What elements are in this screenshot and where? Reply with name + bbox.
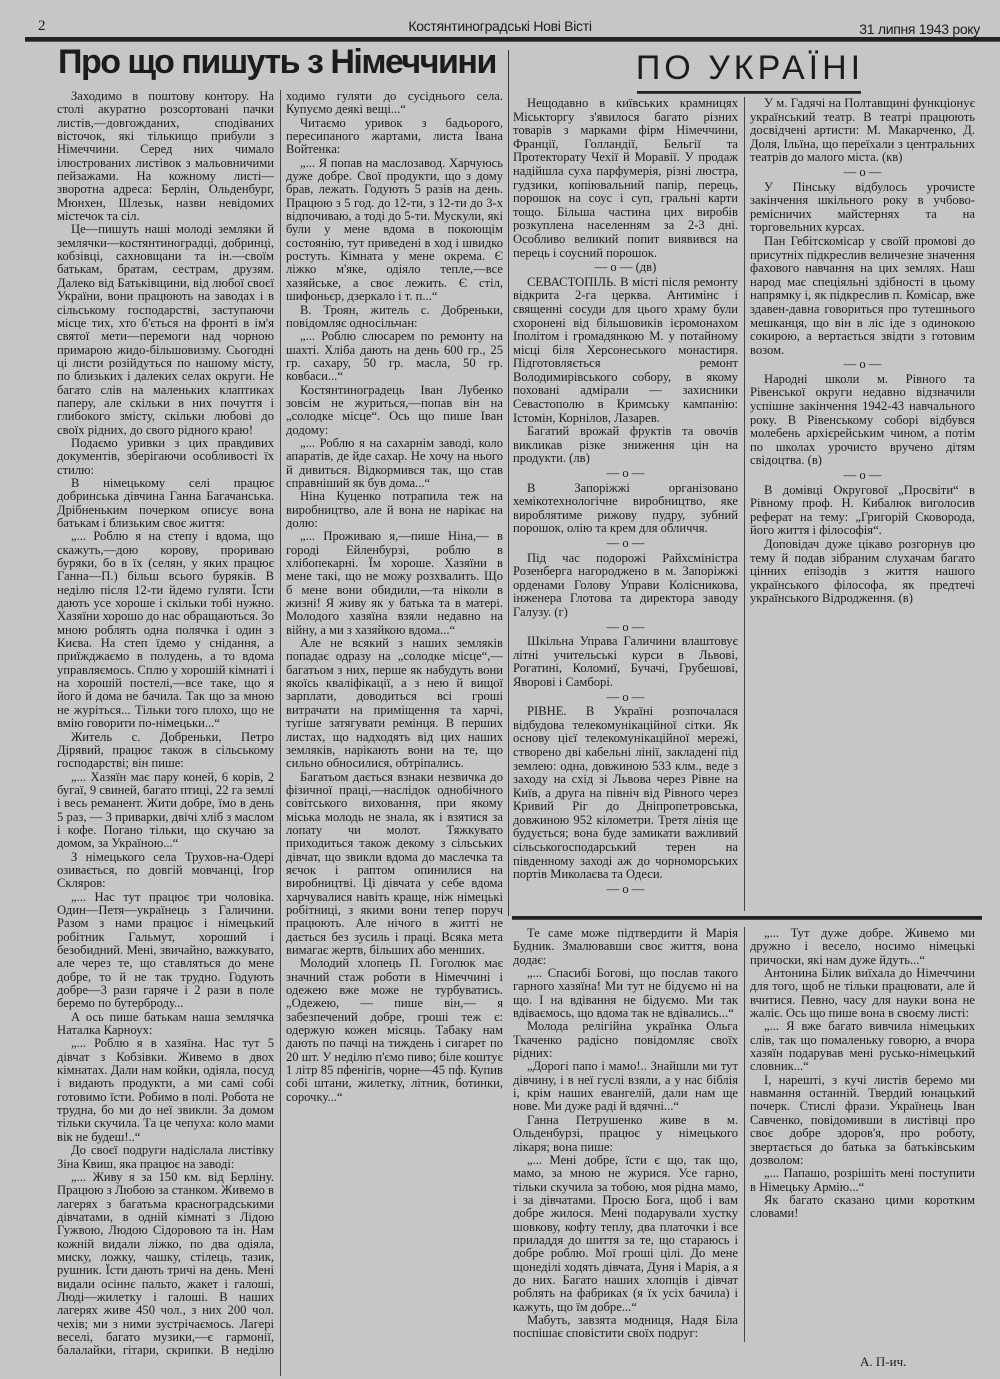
- news-item-paragraph: Доповідач дуже цікаво розгорнув цю тему й подав зібраним слухачам багато цінних епізодів з життя нашого українського філософа, як предтечі українського Відродження. (в): [750, 537, 975, 606]
- news-item-paragraph: У Пінську відбулось урочисте закінчення шкільного року в учбово-ремісничих майстернях та на торговельних курсах.: [750, 179, 975, 235]
- article-paragraph: Молодий хлопець П. Гоголюк має значний стаж роботи в Німеччині і одежею вже може не турбуватись. „Одежею, — пише він,— я забезпечений добре, гроші теж є: одержую кожен місяць. Табаку нам дають по пачці на тиждень і сигарет по 20 шт. У неділю п'ємо пиво; біле коштує 1 літр 85 пфенігів, чорне—45 пф. Купив собі штани, жилетку, літник, ботинки, сорочку...“: [286, 956, 503, 1104]
- news-separator: — о —: [606, 466, 645, 481]
- article-paragraph: З німецького села Трухов-на-Одері озивається, по довгій мовчанці, Ігор Скляров:: [57, 849, 274, 891]
- article-paragraph: „... Спасибі Богові, що послав такого гарного хазяїна! Ми тут не бідуємо ні на що. І на вдівання не бідуємо. Ми так вдіваємось, що вдома так не вдівались...“: [513, 966, 738, 1021]
- news-item-paragraph: СЕВАСТОПІЛЬ. В місті після ремонту відкрита 2-га церква. Антимінс і священні сосуди для цього храму були схоронені від більшовиків ієромонахом Іполітом і громадянкою М. у потайному місці біля Херсонеського монастиря. Підготовляється ремонт Володимирівського собору, в якому поховані адмірали — захисники Севастополю в Кримську кампанію: Істомін, Корнілов, Лазарев.: [513, 274, 738, 425]
- news-section-headline: ПО УКРАЇНІ: [635, 49, 865, 87]
- article-paragraph: Антонина Білик виїхала до Німеччини для того, щоб не тільки працювати, але й вчитися. Певно, часу для науки вона не жаліє. Ось що пише вона в своєму листі:: [750, 966, 975, 1021]
- issue-date: 31 липня 1943 року: [859, 21, 980, 37]
- news-item-paragraph: У м. Гадячі на Полтавщині функціонує український театр. В театрі працюють досвідчені артисти: М. Макарченко, Д. Доля, Ільїна, що переїхали з центральних театрів до малого міста. (кв): [750, 97, 975, 165]
- article-paragraph: Це—пишуть наші молоді земляки й землячки—костянтиноградці, добринці, кобзівці, сахновщани та ін.—своїм батькам, братам, сестрам, друзям. Далеко від Батьківщини, від любої своєї України, вони працюють на заводах і в сільському господарстві, заступаючи місце тих, хто б'ється на фронті в ім'я святої мети—перемоги над чорною примарою жидо-більшовизму. Сьогодні ці листи розійдуться по нашому місту, по близьких і далеких селах округи. Не багато слів на маленьких клаптиках паперу, але скільки в них почуття і глибокого змісту, скільки любові до своїх рідних, до свого рідного краю!: [57, 222, 274, 437]
- news-item-paragraph: Нещодавно в київських крамницях Міськторгу з'явилося багато різних товарів з марками фірм Німеччини, Франції, Голландії, Бельгії та Протекторату Чехії й Моравії. У продаж надійшла суха парфумерія, різні люстра, гудзики, копіювальний папір, перець, порошок на соус і суп, гральні карти тощо. Більша частина цих виробів розкуплена населенням за 2-3 дні. Особливо великий попит виявився на перець і соусний порошок.: [513, 97, 738, 260]
- article-paragraph: „... Нас тут працює три чоловіка. Один—Петя—українець з Галичини. Разом з нами працює і німецький робітник Гальмут, хороший і безобидний. Мені, звичайно, важкувато, але через те, що ставляться до мене добре, то й не так трудно. Годують добре—3 рази гаряче і 2 рази в поле беремо по бутерброду...: [57, 889, 274, 1011]
- article-paragraph: „... Хазяїн має пару коней, 6 корів, 2 бугаї, 9 свиней, багато птиці, 22 га землі і весь реманент. Жити добре, їмо в день 5 раз, — 3 приварки, двічі хліб з маслом і кофе. Погано тільки, що скучаю за домом, за Україною...“: [57, 769, 274, 851]
- article-paragraph: Житель с. Добреньки, Петро Дірявий, працює також в сільському господарстві; він пише:: [57, 729, 274, 771]
- article-paragraph: Читаємо уривок з бадьорого, пересипаного жартами, листа Івана Войтенка:: [286, 115, 503, 157]
- article-paragraph: Молода релігійна українка Ольга Ткаченко радісно повідомляє своїх рідних:: [513, 1019, 738, 1061]
- article-paragraph: „... Мені добре, їсти є що, так що, мамо, за мною не журися. Усе гарно, тільки скучила за тобою, моя рідна мамо, і за дівчатами. Просю Бога, щоб і вам добре жилося. Мені подарували хустку шовкову, кофту теплу, два платочки і все приладдя до шиття за те, що стараюсь і добре роблю. Мої гроші цілі. До мене щонеділі ходять дівчата, Дуня і Марія, а я до них. Багато наших хлопців і дівчат роблять на фабриках (я їх усіх бачила) і кажуть, що їм добре...“: [513, 1152, 738, 1314]
- article-paragraph: Як багато сказано цими коротким словами!: [750, 1192, 975, 1221]
- article-paragraph: „... Проживаю я,—пише Ніна,— в городі Ейленбурзі, роблю в хлібопекарні. Їм хороше. Хазяїни в мене такі, що не можу розхвалить. Що б мене вони обидили,—та ніколи в жизні! Я живу як у батька та в матері. Молодого хазяїна взяли недавно на війну, а ми з хазяйкою вдома...“: [286, 529, 503, 637]
- article-paragraph: Ніна Куценко потрапила теж на виробництво, але й вона не нарікає на долю:: [286, 489, 503, 530]
- newspaper-name: Костянтиноградські Нові Вісті: [408, 18, 592, 34]
- article-paragraph: В. Троян, житель с. Добреньки, повідомляє односільчан:: [286, 302, 503, 330]
- article-paragraph: „... Тут дуже добре. Живемо ми дружно і весело, носимо німецькі причоски, які нам дуже йдуть...“: [750, 927, 975, 967]
- news-item-paragraph: В домівці Округової „Просвіти“ в Рівному проф. Н. Кибалюк виголосив реферат на тему: „Григорій Сковорода, його життя і філософія“.: [750, 482, 975, 538]
- article-paragraph: Костянтиноградець Іван Лубенко зовсім не журиться,—попав він на „солодке місце“. Ось що пише Іван додому:: [286, 382, 503, 437]
- article-paragraph: „... Роблю слюсарем по ремонту на шахті. Хліба дають на день 600 гр., 25 гр. сахару, 50 гр. масла, 50 гр. ковбаси...“: [286, 329, 503, 384]
- article-paragraph: „... Роблю я на степу і вдома, що скажуть,—дою корову, проривaю буряки, бо в їх (селян, у яких працює Ганна—П.) більш всього буряків. В неділю після 12-ти йдемо гуляти. Їсти дають усе хороше і скільки тобі нужно. Хазяїни хорошо до нас обращаються. Зо мною роблять одна полячка і один з Києва. На степ їдемо у снідання, а приїжджаємо в полудень, а то вдома управляємось. Сплю у хорошій кімнаті і на хорошій постелі,—все таке, що я його й дома не бачила. Так що за мною не журіться... Тільки того плохо, що не вмію говорити по-німецьки...“: [57, 529, 275, 731]
- article-paragraph: А ось пише батькам наша землячка Наталка Карноух:: [57, 1009, 274, 1038]
- news-item-paragraph: Багатий врожай фруктів та овочів викликав різке зниження цін на продукти. (лв): [513, 424, 738, 466]
- author-signature: А. П-ич.: [860, 1354, 907, 1369]
- article-paragraph: Те саме може підтвердити й Марія Будник. Змалювавши своє життя, вона додає:: [513, 927, 738, 967]
- article-paragraph: Подаємо уривки з цих правдивих документів, зберігаючи особливості їх стилю:: [57, 435, 274, 477]
- news-item-paragraph: Народні школи м. Рівного та Рівенської округи недавно відзначили успішне закінчення 1942-43 навчального року. В Рівенському соборі відбувся молебень архієрейським чином, а потім по школах урочисто вручено дітям свідоцтва. (в): [750, 371, 975, 468]
- section-rule: [512, 916, 982, 920]
- news-separator: — о —: [843, 164, 882, 179]
- news-item-paragraph: РІВНЕ. В Україні розпочалася відбудова телекомунікаційної сітки. Як основу цієї телекомунікаційної мережі, створено дві кабельні лінії, закладені під землею: одна, довжиною 533 клм., веде з заходу на схід зі Львова через Рівне на Київ, а друга на північ від Рівного через Кривий Ріг до Дніпропетровська, довжиною 952 кілометри. Третя лінія ще будується; вона буде замикати важливий сільськогосподарський терен на південному заході аж до чорноморських портів Миколаєва та Одеси.: [513, 704, 738, 882]
- news-separator: — о — (дв): [594, 260, 657, 275]
- news-separator: — о —: [606, 619, 645, 634]
- article-paragraph: „... Я попав на маслозавод. Харчуюсь дуже добре. Свої продукти, що з дому брав, лежать. Годують 5 разів на день. Працюю з 5 год. до 12-ти, з 12-ти до 3-х відпочиваю, а тоді до 5-ти. Мускули, які були у мене вдома в покоющім состоянію, тут приведені в ход і швидко ростуть. Кімната у мене окрема. Є ліжко м'яке, одіяло тепле,—все хазяйське, а своє лежить. Є стіл, шифоньєр, дзеркало і т. п...“: [286, 155, 503, 304]
- article-paragraph: Мабуть, завзята модниця, Надя Біла поспішає сповістити своїх подруг:: [513, 1312, 738, 1341]
- article-paragraph: „... Живу я за 150 км. від Берліну. Працюю з Любою за станком. Живемо в лагерях з багатьма красноградськими дівчатами, в одній кімнаті з Лідою Гужвою, Людою Сідоровою та ін. Нам кожній видали ліжко, по два одіяла, миску, ложку, чашку, стілець, тазик, рушник. Їсти дають тричі на день. Мені видали осіннє пальто, жакет і галоші, Люді—жилетку і галоші. В наших лагерях живе 450 чол., з них 200 чол. чехів; ми з ними зустрічаємось. Лагері веселі, багато музики,—є гармонії, балалайки, гітари, скрипки. В неділю ходимо гуляти до сусіднього села. Купуємо деякі вещі...“: [57, 90, 503, 1358]
- article-paragraph: „... Роблю я в хазяїна. Нас тут 5 дівчат з Кобзівки. Живемо в двох кімнатах. Дали нам койки, одіяла, посуд і видають продукти, а ми самі собі готовимо їсти. Робимо в полі. Робота не трудна, бо ми до неї звикли. За домом тільки скучила. Та це чепуха: коло мами вік не будеш!..“: [57, 1036, 274, 1144]
- article-paragraph: В німецькому селі працює добринська дівчина Ганна Багачанська. Дрібненьким почерком описує вона батькам і близьким своє життя:: [57, 475, 274, 530]
- news-item-paragraph: Шкільна Управа Галичини влаштовує літні учительські курси в Львові, Рогатині, Коломиї, Бучачі, Грубешові, Яворові і Самборі.: [513, 634, 738, 689]
- news-item-paragraph: Під час подорожі Райхсміністра Розенберга нагороджено в м. Запоріжжі орденами Голову Управи Колісникова, інженера Глотова та директора заводу Галузу. (г): [513, 550, 738, 619]
- column-divider: [508, 50, 509, 916]
- article-headline: Про що пишуть з Німеччини: [58, 43, 496, 81]
- article-paragraph: Заходимо в поштову контору. На столі акуратно розсортовані пачки листів,—довгожданих, сподіваних вісточок, які тількищо прибули з Німеччини. Серед них чимало ілюстрованих листівок з мальовничими пейзажами. На кожному листі—зворотна адреса: Берлін, Ольденбург, Мюнхен, Шлезьк, назви невідомих містечок та сіл.: [57, 90, 274, 224]
- article-paragraph: До своєї подруги надіслала листівку Зіна Квиш, яка працює на заводі:: [57, 1143, 274, 1171]
- news-separator: — о —: [606, 689, 645, 704]
- news-separator: — о —: [843, 357, 882, 372]
- news-item-paragraph: В Запоріжжі організовано хемікотехнологічне виробництво, яке вироблятиме рижову пудру, зубний порошок, олію та крем для обличчя.: [513, 480, 738, 536]
- article-paragraph: „... Я вже багато вивчила німецьких слів, так що помаленьку говорю, а вчора хазяїн подарував мені русько-німецький словник...“: [750, 1019, 975, 1074]
- header-rule: [25, 37, 1000, 42]
- article-paragraph: Ганна Петрушенко живе в м. Ольденбурзі, працює у німецького лікаря; вона пише:: [513, 1112, 738, 1154]
- article-paragraph: „... Папашо, розрішіть мені поступити в Німецьку Армію...“: [750, 1166, 975, 1194]
- page-number: 2: [38, 18, 46, 34]
- article-paragraph: „... Роблю я на сахарнім заводі, коло апаратів, де йде сахар. Не хочу на нього й дивиться. Відкормився так, що став справніший як був дома...“: [286, 435, 503, 490]
- article-body: [57, 90, 503, 1376]
- news-separator: — о —: [606, 536, 645, 550]
- article-paragraph: Але не всякий з наших земляків попадає одразу на „солодке місце“,—багатьом з них, перше як набудуть вони якоїсь кваліфікації, а з нею й вищої зарплати, доводиться всі гроші витрачати на приміщення та харчі, тугіше затягувати ремінця. В перших листах, що надходять від цих наших земляків, нарікають вони на те, що сильно обносилися, обтріпались.: [286, 636, 503, 771]
- article-paragraph: І, нарешті, з кучі листів беремо ми навмання останній. Твердий юнацький почерк. Стислі фрази. Українець Іван Савченко, повідомивши в листівці про своє добре здоров'я, про роботу, звертається до батька за батьківським дозволом:: [750, 1072, 975, 1167]
- news-item-paragraph: Пан Гебітскомісар у своїй промові до присутніх підкреслив величезне значення фахового навчання на цих землях. Наш народ має спеціяльні здібності в цьому напрямку і, як підкреслив п. Комісар, вже здавен-давна говориться про тутешнього мешканця, що він в ліс іде з одинокою сокирою, а вертається звідти з готовим возом.: [750, 233, 975, 357]
- article-paragraph: „Дорогі папо і мамо!.. Знайшли ми тут дівчину, і в неї гуслі взяли, а у нас біблія і, крім наших евангелій, дали нам ще нове. Ми дуже раді й вдячні...“: [513, 1059, 738, 1114]
- news-separator: — о —: [843, 468, 882, 483]
- article-paragraph: Багатьом дається взнаки незвичка до фізичної праці,—наслідок однобічного совітського виховання, при якому міська молодь не знала, як і взятися за лопату чи молот. Тяжкувато приходиться також декому з сільських дівчат, що звикли вдома до маслечка та яєчок і раптом опинилися на виробництві. Ці дівчата у себе вдома харчувалися навіть краще, ніж німецькі робітниці, з якими вони тепер поруч працюють. Але нічого в житті не дається без зусиль і праці. Всяка мета вимагає жертв, більших або менших.: [286, 769, 503, 957]
- news-headline-underline: [637, 91, 861, 94]
- news-section-body: [513, 97, 975, 911]
- article-continuation: [513, 927, 975, 1342]
- news-separator: — о —: [606, 881, 645, 896]
